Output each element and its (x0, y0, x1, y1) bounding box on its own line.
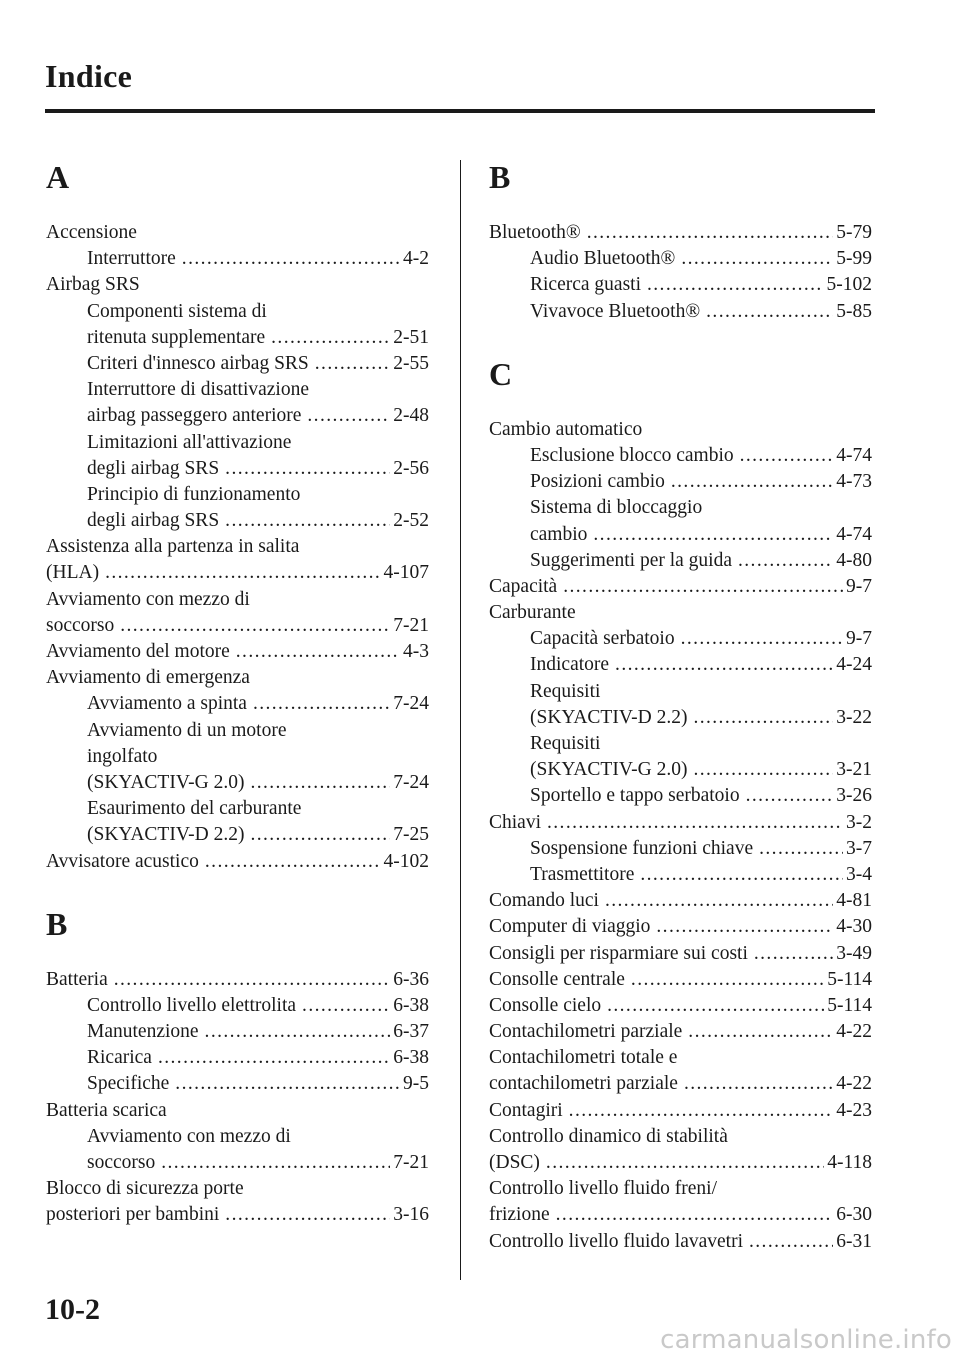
entry-text: Carburante (489, 602, 576, 624)
dot-leader (738, 548, 833, 574)
dot-leader (688, 1019, 833, 1045)
entry-page-ref: 6-36 (393, 968, 429, 990)
entry-text: Avvisatore acustico (46, 850, 199, 872)
entry-page-ref: 7-24 (393, 771, 429, 793)
entry-text: Capacità serbatoio (530, 628, 675, 650)
dot-leader (693, 705, 833, 731)
index-entry (489, 967, 872, 993)
index-entry (489, 914, 872, 940)
section-letter: B (46, 905, 68, 942)
entry-page-ref: 4-80 (836, 549, 872, 571)
index-entry (489, 1045, 872, 1071)
index-entry (489, 443, 872, 469)
entry-text: Avviamento con mezzo di (46, 588, 250, 610)
entry-text: Controllo livello fluido lavavetri (489, 1230, 743, 1252)
entry-text: Consolle centrale (489, 968, 625, 990)
index-section (46, 154, 429, 875)
index-entry (489, 993, 872, 1019)
entry-text: soccorso (87, 1152, 156, 1173)
dot-leader (225, 1202, 390, 1228)
entry-page-ref: 3-26 (836, 785, 872, 807)
entry-page-ref: 6-37 (393, 1021, 429, 1043)
section-letter: A (46, 159, 70, 195)
page-title: Indice (45, 58, 133, 94)
index-entry (489, 705, 872, 731)
index-entry (489, 810, 872, 836)
entry-text: airbag passeggero anteriore (87, 405, 302, 427)
entry-page-ref: 6-31 (836, 1230, 872, 1252)
entry-text: Limitazioni all'attivazione (87, 431, 292, 453)
entry-page-ref: 4-107 (383, 562, 429, 584)
entry-text: Criteri d'innesco airbag SRS (87, 352, 309, 374)
index-entry (46, 430, 429, 456)
entry-text: Airbag SRS (46, 274, 140, 296)
index-entry (46, 639, 429, 665)
index-entry (489, 862, 872, 888)
index-entry (46, 665, 429, 691)
entry-text: Bluetooth® (489, 222, 581, 243)
section-letter: B (489, 159, 511, 195)
dot-leader (759, 836, 843, 862)
index-entry (46, 718, 429, 744)
entry-page-ref: 4-3 (403, 641, 429, 662)
dot-leader (681, 626, 843, 652)
dot-leader (175, 1071, 400, 1097)
index-column-right (489, 150, 872, 1255)
entry-page-ref: 5-99 (836, 248, 872, 270)
entry-page-ref: 4-23 (836, 1099, 872, 1121)
entry-page-ref: 2-55 (393, 352, 429, 374)
entry-page-ref: 4-118 (827, 1152, 872, 1173)
entry-text: Avviamento a spinta (87, 693, 247, 715)
entry-page-ref: 4-74 (836, 523, 872, 545)
index-entry (46, 587, 429, 613)
entry-text: (SKYACTIV-G 2.0) (87, 771, 245, 793)
entry-page-ref: 3-21 (836, 759, 872, 781)
entry-page-ref: 4-81 (836, 890, 872, 912)
entry-text: Contachilometri parziale (489, 1021, 683, 1043)
index-entry (489, 1150, 872, 1176)
index-entry (46, 993, 429, 1019)
entry-page-ref: 6-38 (393, 994, 429, 1016)
index-entry (46, 822, 429, 848)
entry-text: Capacità (489, 575, 558, 597)
entry-text: Vivavoce Bluetooth® (530, 300, 701, 322)
entry-text: Trasmettitore (530, 863, 635, 885)
entry-text: Batteria scarica (46, 1099, 167, 1121)
index-entry (489, 731, 872, 757)
index-entry (489, 574, 872, 600)
index-entry (489, 495, 872, 521)
dot-leader (587, 220, 834, 246)
entry-page-ref: 3-16 (393, 1204, 429, 1226)
index-entry (46, 272, 429, 298)
entry-text: Sistema di bloccaggio (530, 497, 703, 519)
entry-page-ref: 5-114 (827, 994, 872, 1016)
index-entry (489, 1202, 872, 1228)
dot-leader (547, 810, 843, 836)
index-entry (46, 351, 429, 377)
index-section (489, 351, 872, 1255)
dot-leader (684, 1071, 833, 1097)
dot-leader (681, 246, 833, 272)
entry-text: Sportello e tappo serbatoio (530, 785, 740, 807)
dot-leader (158, 1045, 390, 1071)
index-entry (46, 508, 429, 534)
dot-leader (546, 1150, 824, 1176)
entry-text: Controllo livello fluido freni/ (489, 1178, 718, 1200)
dot-leader (656, 914, 833, 940)
dot-leader (161, 1150, 390, 1176)
index-entry (489, 272, 872, 298)
index-entry (489, 469, 872, 495)
dot-leader (236, 639, 400, 665)
dot-leader (647, 272, 824, 298)
index-entry (46, 456, 429, 482)
entry-text: Requisiti (530, 733, 601, 754)
dot-leader (302, 993, 390, 1019)
dot-leader (253, 691, 390, 717)
index-entry (46, 744, 429, 770)
entry-text: Computer di viaggio (489, 916, 651, 938)
entry-text: Ricarica (87, 1047, 152, 1069)
entry-page-ref: 7-24 (393, 693, 429, 715)
entry-page-ref: 5-85 (836, 300, 872, 322)
entry-text: Esclusione blocco cambio (530, 444, 734, 466)
entry-text: soccorso (46, 614, 115, 636)
index-entry (46, 849, 429, 875)
entry-page-ref: 4-22 (836, 1021, 872, 1043)
dot-leader (120, 613, 390, 639)
entry-page-ref: 5-102 (826, 274, 872, 296)
entry-page-ref: 4-102 (383, 850, 429, 872)
dot-leader (569, 1098, 834, 1124)
dot-leader (754, 941, 833, 967)
dot-leader (746, 783, 834, 809)
index-entry (489, 1098, 872, 1124)
dot-leader (593, 522, 833, 548)
dot-leader (563, 574, 843, 600)
index-entry (46, 482, 429, 508)
index-section (46, 901, 429, 1229)
entry-text: Manutenzione (87, 1021, 199, 1043)
dot-leader (250, 770, 390, 796)
entry-page-ref: 5-114 (827, 968, 872, 990)
entry-text: ingolfato (87, 745, 158, 767)
entry-page-ref: 7-25 (393, 824, 429, 846)
entry-text: Audio Bluetooth® (530, 248, 676, 270)
entry-text: posteriori per bambini (46, 1204, 220, 1226)
entry-page-ref: 2-48 (393, 405, 429, 427)
dot-leader (114, 967, 391, 993)
dot-leader (225, 456, 390, 482)
dot-leader (205, 849, 381, 875)
entry-text: Contachilometri totale e (489, 1047, 678, 1069)
index-entry (489, 757, 872, 783)
entry-page-ref: 2-52 (393, 510, 429, 532)
watermark: carmanualsonline.info (660, 1325, 952, 1355)
index-entry (489, 1229, 872, 1255)
index-entry (489, 1124, 872, 1150)
index-entry (46, 560, 429, 586)
index-entry (46, 1019, 429, 1045)
index-entry (46, 691, 429, 717)
entry-page-ref: 4-2 (403, 248, 429, 270)
entry-page-ref: 2-56 (393, 457, 429, 479)
index-entry (489, 522, 872, 548)
entry-text: Interruttore (87, 248, 176, 270)
index-entry (46, 1176, 429, 1202)
index-entry (489, 1071, 872, 1097)
entry-text: Controllo livello elettrolita (87, 994, 297, 1016)
entry-text: Batteria (46, 968, 108, 990)
dot-leader (307, 403, 390, 429)
entry-page-ref: 4-30 (836, 916, 872, 938)
dot-leader (706, 299, 833, 325)
index-entry (489, 548, 872, 574)
entry-text: frizione (489, 1204, 550, 1226)
entry-text: degli airbag SRS (87, 510, 220, 532)
entry-text: Contagiri (489, 1099, 563, 1121)
entry-text: Indicatore (530, 654, 610, 676)
dot-leader (605, 888, 833, 914)
entry-text: Avviamento di emergenza (46, 667, 250, 689)
dot-leader (105, 560, 380, 586)
entry-page-ref: 5-79 (836, 222, 872, 243)
section-gap (489, 325, 872, 347)
entry-page-ref: 3-49 (836, 942, 872, 964)
entry-page-ref: 7-21 (393, 1152, 429, 1173)
entry-text: Componenti sistema di (87, 300, 267, 322)
entry-text: Blocco di sicurezza porte (46, 1178, 244, 1200)
index-entry (489, 652, 872, 678)
entry-text: (SKYACTIV-G 2.0) (530, 759, 688, 781)
entry-text: Ricerca guasti (530, 274, 641, 296)
entry-page-ref: 3-2 (846, 811, 872, 833)
index-entry (489, 941, 872, 967)
entry-text: Accensione (46, 222, 137, 243)
entry-page-ref: 6-30 (836, 1204, 872, 1226)
entry-text: Avviamento di un motore (87, 719, 287, 741)
index-entry (46, 299, 429, 325)
entry-text: Chiavi (489, 811, 541, 833)
section-letter: C (489, 355, 513, 392)
entry-text: (SKYACTIV-D 2.2) (530, 706, 688, 728)
index-entry (46, 613, 429, 639)
index-entry (46, 1098, 429, 1124)
index-entry (46, 377, 429, 403)
dot-leader (740, 443, 834, 469)
entry-text: Specifiche (87, 1073, 170, 1095)
entry-page-ref: 2-51 (393, 326, 429, 348)
entry-text: Avviamento del motore (46, 641, 230, 662)
entry-page-ref: 4-73 (836, 471, 872, 493)
index-entry (46, 325, 429, 351)
dot-leader (615, 652, 833, 678)
dot-leader (271, 325, 390, 351)
index-entry (46, 1045, 429, 1071)
column-divider (460, 160, 461, 1280)
entry-text: Sospensione funzioni chiave (530, 837, 754, 859)
index-entry (46, 534, 429, 560)
entry-page-ref: 3-7 (846, 837, 872, 859)
page-number: 10-2 (45, 1293, 100, 1326)
entry-text: Consigli per risparmiare sui costi (489, 942, 748, 964)
dot-leader (182, 246, 400, 272)
index-entry (46, 403, 429, 429)
index-entry (489, 836, 872, 862)
index-entry (489, 246, 872, 272)
index-entry (46, 770, 429, 796)
entry-page-ref: 9-5 (403, 1073, 429, 1095)
dot-leader (671, 469, 833, 495)
index-entry (489, 220, 872, 246)
entry-page-ref: 7-21 (393, 614, 429, 636)
entry-text: Suggerimenti per la guida (530, 549, 732, 571)
entry-text: Avviamento con mezzo di (87, 1125, 291, 1147)
dot-leader (250, 822, 390, 848)
entry-text: Requisiti (530, 680, 601, 702)
entry-text: Cambio automatico (489, 418, 643, 440)
header-rule (45, 109, 875, 113)
entry-page-ref: 9-7 (846, 628, 872, 650)
entry-text: Posizioni cambio (530, 471, 665, 493)
entry-page-ref: 3-4 (846, 863, 872, 885)
entry-page-ref: 3-22 (836, 706, 872, 728)
index-entry (489, 1019, 872, 1045)
index-entry (46, 220, 429, 246)
entry-text: Esaurimento del carburante (87, 798, 302, 820)
entry-text: cambio (530, 523, 588, 545)
index-section (489, 154, 872, 325)
entry-text: ritenuta supplementare (87, 326, 266, 348)
entry-text: Consolle cielo (489, 994, 602, 1016)
entry-text: (HLA) (46, 562, 100, 584)
index-entry (489, 299, 872, 325)
entry-text: (SKYACTIV-D 2.2) (87, 824, 245, 846)
entry-text: (DSC) (489, 1152, 540, 1173)
dot-leader (556, 1202, 834, 1228)
dot-leader (640, 862, 843, 888)
index-entry (489, 600, 872, 626)
index-entry (46, 1202, 429, 1228)
index-entry (46, 1124, 429, 1150)
index-entry (489, 679, 872, 705)
entry-page-ref: 6-38 (393, 1047, 429, 1069)
index-entry (489, 626, 872, 652)
dot-leader (631, 967, 824, 993)
dot-leader (693, 757, 833, 783)
entry-text: contachilometri parziale (489, 1073, 678, 1095)
index-column-left (46, 150, 429, 1229)
entry-text: Principio di funzionamento (87, 483, 301, 505)
dot-leader (607, 993, 824, 1019)
index-entry (46, 796, 429, 822)
entry-text: Assistenza alla partenza in salita (46, 536, 300, 558)
dot-leader (749, 1229, 833, 1255)
index-entry (46, 1150, 429, 1176)
index-entry (489, 888, 872, 914)
entry-page-ref: 9-7 (846, 575, 872, 597)
entry-page-ref: 4-74 (836, 444, 872, 466)
index-entry (46, 246, 429, 272)
index-entry (46, 967, 429, 993)
entry-page-ref: 4-24 (836, 654, 872, 676)
entry-text: Comando luci (489, 890, 599, 912)
dot-leader (205, 1019, 391, 1045)
index-entry (46, 1071, 429, 1097)
entry-text: Interruttore di disattivazione (87, 379, 310, 401)
index-entry (489, 417, 872, 443)
index-entry (489, 1176, 872, 1202)
entry-text: Controllo dinamico di stabilità (489, 1125, 728, 1147)
dot-leader (225, 508, 390, 534)
entry-text: degli airbag SRS (87, 457, 220, 479)
section-gap (46, 875, 429, 897)
dot-leader (315, 351, 390, 377)
entry-page-ref: 4-22 (836, 1073, 872, 1095)
index-entry (489, 783, 872, 809)
